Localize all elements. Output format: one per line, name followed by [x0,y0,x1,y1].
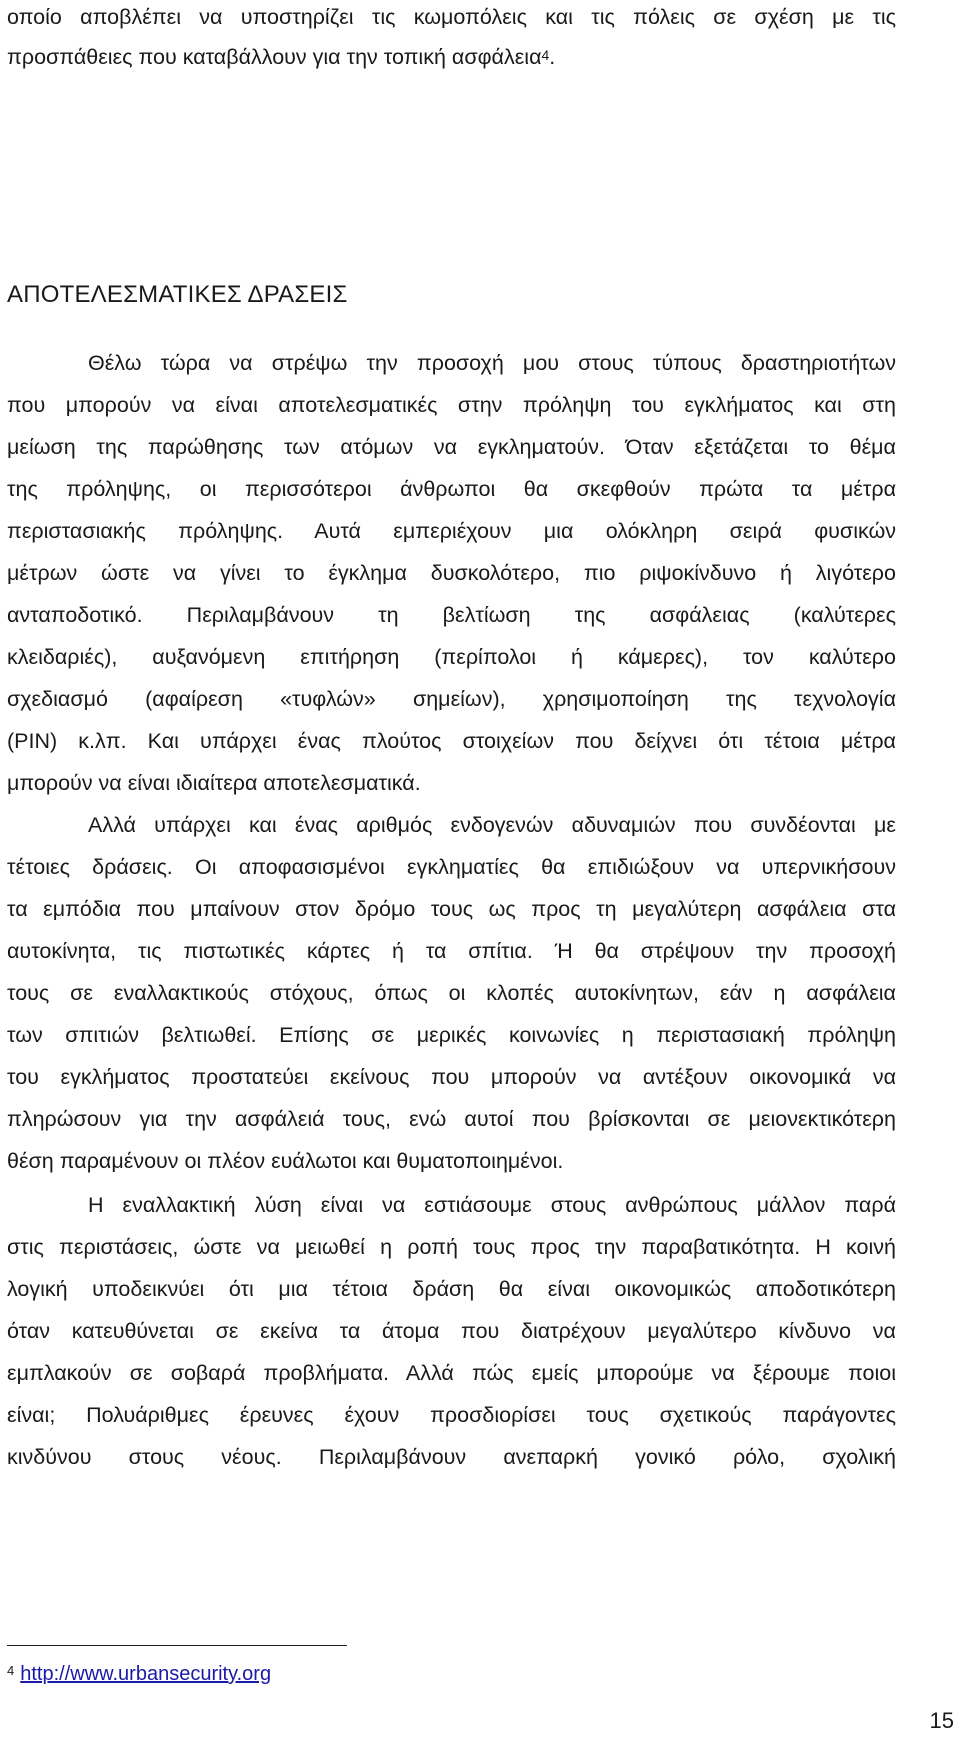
footnote [7,1660,271,1690]
text-line: κλειδαριές), αυξανόμενη επιτήρηση (περίπολοι ή κάμερες), τον καλύτερο [7,645,896,669]
footnote-reference[interactable]: 4 [541,47,550,63]
text-line: τους σε εναλλακτικούς στόχους, όπως οι κλοπές αυτοκίνητων, εάν η ασφάλεια [7,981,896,1005]
text-line: τέτοιες δράσεις. Οι αποφασισμένοι εγκληματίες θα επιδιώξουν να υπερνικήσουν [7,855,896,879]
text-span: . [549,45,556,69]
text-line: της πρόληψης, οι περισσότεροι άνθρωποι θα σκεφθούν πρώτα τα μέτρα [7,477,896,501]
text-line: θέση παραμένουν οι πλέον ευάλωτοι και θυματοποιημένοι. [7,1149,564,1173]
text-line: είναι; Πολυάριθμες έρευνες έχουν προσδιορίσει τους σχετικούς παράγοντες [7,1403,896,1427]
text-line: λογική υποδεικνύει ότι μια τέτοια δράση θα είναι οικονομικώς αποδοτικότερη [7,1277,896,1301]
text-line: Αλλά υπάρχει και ένας αριθμός ενδογενών αδυναμιών που συνδέονται με [88,813,896,837]
page-number: 15 [929,1708,954,1733]
footnote-marker: 4 [7,1663,15,1678]
text-line: μπορούν να είναι ιδιαίτερα αποτελεσματικά. [7,771,421,795]
text-line: τα εμπόδια που μπαίνουν στον δρόμο τους ως προς τη μεγαλύτερη ασφάλεια στα [7,897,896,921]
text-line [7,42,896,74]
text-line: όταν κατευθύνεται σε εκείνα τα άτομα που διατρέχουν μεγαλύτερο κίνδυνο να [7,1319,896,1343]
text-line: στις περιστάσεις, ώστε να μειωθεί η ροπή τους προς την παραβατικότητα. Η κοινή [7,1235,896,1259]
text-line: σχεδιασμό (αφαίρεση «τυφλών» σημείων), χρησιμοποίηση της τεχνολογία [7,687,896,711]
text-line: (PIN) κ.λπ. Και υπάρχει ένας πλούτος στοιχείων που δείχνει ότι τέτοια μέτρα [7,729,896,753]
section-heading: ΑΠΟΤΕΛΕΣΜΑΤΙΚΕΣ ΔΡΑΣΕΙΣ [7,281,348,308]
footnote-link[interactable]: http://www.urbansecurity.org [20,1663,272,1685]
text-line: οποίο αποβλέπει να υποστηρίζει τις κωμοπόλεις και τις πόλεις σε σχέση με τις [7,5,896,29]
text-line: του εγκλήματος προστατεύει εκείνους που μπορούν να αντέξουν οικονομικά να [7,1065,896,1089]
text-line: περιστασιακής πρόληψης. Αυτά εμπεριέχουν μια ολόκληρη σειρά φυσικών [7,519,896,543]
text-line: μέτρων ώστε να γίνει το έγκλημα δυσκολότερο, πιο ριψοκίνδυνο ή λιγότερο [7,561,896,585]
text-line: εμπλακούν σε σοβαρά προβλήματα. Αλλά πώς εμείς μπορούμε να ξέρουμε ποιοι [7,1361,896,1385]
text-line: που μπορούν να είναι αποτελεσματικές στην πρόληψη του εγκλήματος και στη [7,393,896,417]
text-line: Θέλω τώρα να στρέψω την προσοχή μου στους τύπους δραστηριοτήτων [88,351,896,375]
text-line: ανταποδοτικό. Περιλαμβάνουν τη βελτίωση της ασφάλειας (καλύτερες [7,603,896,627]
text-line: πληρώσουν για την ασφάλειά τους, ενώ αυτοί που βρίσκονται σε μειονεκτικότερη [7,1107,896,1131]
text-line: αυτοκίνητα, τις πιστωτικές κάρτες ή τα σπίτια. Ή θα στρέψουν την προσοχή [7,939,896,963]
footnote-separator [7,1645,347,1646]
text-line: μείωση της παρώθησης των ατόμων να εγκληματούν. Όταν εξετάζεται το θέμα [7,435,896,459]
text-line: των σπιτιών βελτιωθεί. Επίσης σε μερικές κοινωνίες η περιστασιακή πρόληψη [7,1023,896,1047]
text-span: προσπάθειες που καταβάλλουν για την τοπική ασφάλεια [7,45,542,69]
text-line: κινδύνου στους νέους. Περιλαμβάνουν ανεπαρκή γονικό ρόλο, σχολική [7,1445,896,1469]
text-line: Η εναλλακτική λύση είναι να εστιάσουμε στους ανθρώπους μάλλον παρά [88,1193,896,1217]
